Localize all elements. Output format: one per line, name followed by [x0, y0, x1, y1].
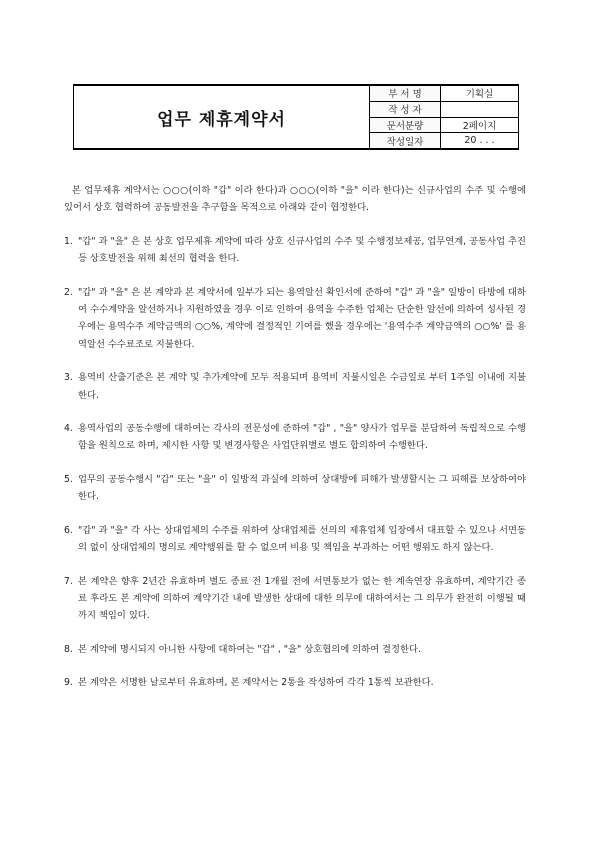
- meta-label: 부 서 명: [370, 86, 441, 101]
- clause-number: 8.: [64, 643, 73, 655]
- clause-number: 6.: [64, 524, 73, 536]
- meta-row-date: [370, 133, 518, 148]
- clause-item: [64, 420, 526, 455]
- meta-label: 작 성 자: [370, 102, 441, 117]
- clause-text: "갑" 과 "을" 각 사는 상대업체의 수주를 위하여 상대업체를 선의의 제휴업체 입장에서 대표할 수 있으나 서면동의 없이 상대업체의 명의로 계약행위를 할 수 없으며 비용 및 책임을 부과하는 어떤 행위도 하지 않는다.: [78, 524, 526, 554]
- clause-text: 용역비 산출기준은 본 계약 및 추가계약에 모두 적용되며 용역비 지불시일은 수금일로 부터 1주일 이내에 지불한다.: [78, 372, 526, 401]
- clause-item: [64, 573, 526, 625]
- clause-number: 4.: [64, 423, 73, 435]
- clause-number: 1.: [64, 235, 73, 247]
- meta-row-department: [370, 86, 518, 102]
- meta-value: 2페이지: [462, 120, 497, 132]
- meta-table: [370, 86, 518, 148]
- clause-text: 본 계약은 향후 2년간 유효하며 별도 종료 전 1개월 전에 서면통보가 없는 한 계속연장 유효하며, 계약기간 종료 후라도 본 계약에 의하여 계약기간 내에 발생한 상대에 대한 의무에 대하여서는 그 의무가 완전히 이행될 때까지 책임이 있다.: [78, 575, 526, 622]
- clause-item: [64, 233, 526, 268]
- document-title: 업무 제휴계약서: [74, 86, 370, 148]
- clause-text: 용역사업의 공동수행에 대하여는 각사의 전문성에 준하여 "갑" , "을" 양사가 업무를 분담하여 독립적으로 수행함을 원칙으로 하며, 제시한 사항 및 변경사항은 사업단위별로 별도 합의하여 수행한다.: [78, 423, 526, 452]
- clause-number: 3.: [64, 372, 73, 384]
- clause-number: 2.: [64, 286, 73, 298]
- meta-value: 기획실: [465, 89, 494, 101]
- meta-value: [441, 102, 518, 117]
- clause-item: [64, 641, 526, 658]
- clause-text: 본 계약에 명시되지 아니한 사항에 대하여는 "갑" , "을" 상호협의에 의하여 결정한다.: [78, 643, 421, 655]
- clause-item: [64, 522, 526, 557]
- clause-item: [64, 471, 526, 506]
- meta-label: 작성일자: [370, 133, 441, 148]
- meta-value: 20 . . .: [464, 135, 495, 147]
- meta-label: 문서분량: [370, 118, 441, 133]
- clause-number: 7.: [64, 575, 73, 587]
- meta-row-length: [370, 118, 518, 134]
- document-body: [64, 182, 526, 708]
- clause-text: "갑" 과 "을" 은 본 계약과 본 계약서에 일부가 되는 용역알선 확인서에 준하여 "갑" 과 "을" 일방이 타방에 대하여 수수계약을 알선하거나 지원하였을 경우 이로 인하여 용역을 수주한 업체는 단순한 알선에 의하여 성사된 경우에는 용역수주 계약금액의 ○○%, 계약에 결정적인 기여를 했을 경우에는 '용역수주 계약금액의 ○○%' 를 용역알선 수수료조로 지불한다.: [78, 286, 526, 350]
- clause-text: 업무의 공동수행시 "갑" 또는 "을" 이 일방적 과실에 의하여 상대방에 피해가 발생할시는 그 피해를 보상하여야 한다.: [78, 473, 526, 503]
- clause-item: [64, 369, 526, 404]
- clause-number: 9.: [64, 677, 73, 689]
- intro-paragraph: 본 업무제휴 계약서는 ○○○(이하 "갑" 이라 한다)과 ○○○(이하 "을" 이라 한다)는 신규사업의 수주 및 수행에 있어서 상호 협력하여 공동발전을 추구함을 목적으로 아래와 같이 협정한다.: [64, 185, 526, 214]
- clause-list: [64, 233, 526, 692]
- clause-text: 본 계약은 서명한 날로부터 유효하며, 본 계약서는 2통을 작성하여 각각 1통씩 보관한다.: [78, 677, 434, 689]
- meta-row-author: [370, 102, 518, 118]
- clause-number: 5.: [64, 473, 73, 485]
- document-header: [73, 84, 519, 150]
- clause-item: [64, 284, 526, 354]
- clause-item: [64, 674, 526, 691]
- clause-text: "갑" 과 "을" 은 본 상호 업무제휴 계약에 따라 상호 신규사업의 수주 및 수행정보제공, 업무연계, 공동사업 추진 등 상호발전을 위해 최선의 협력을 한다.: [78, 235, 526, 265]
